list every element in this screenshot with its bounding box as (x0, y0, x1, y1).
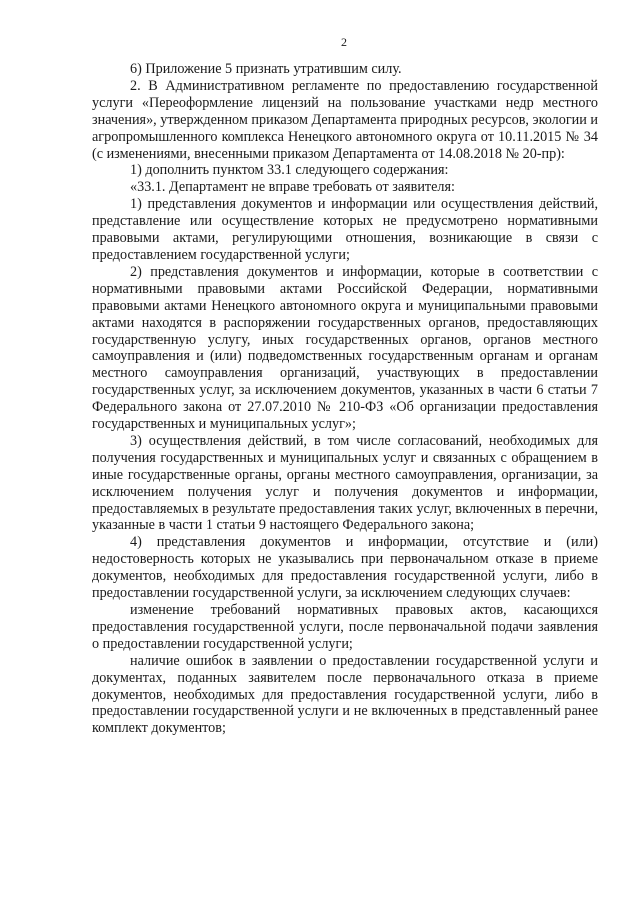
paragraph-clause-33-1-item-2: 2) представления документов и информации, которые в соответствии с нормативными правовыми актами Российской Федерации, нормативными правовыми актами Ненецкого автономного округа и муниципальными правовыми актами находятся в распоряжении государственных органов, предоставляющих государственную услугу, иных государственных органов, органов местного самоуправления и (или) подведомственных государственным органам и органам местного самоуправления организаций, участвующих в предоставлении государственных услуг, за исключением документов, указанных в части 6 статьи 7 Федерального закона от 27.07.2010 № 210-ФЗ «Об организации предоставления государственных и муниципальных услуг»; (92, 263, 598, 433)
paragraph-section-2-intro: 2. В Административном регламенте по предоставлению государственной услуги «Переоформление лицензий на пользование участками недр местного значения», утвержденном приказом Департамента природных ресурсов, экологии и агропромышленного комплекса Ненецкого автономного округа от 10.11.2015 № 34 (с изменениями, внесенными приказом Департамента от 14.08.2018 № 20-пр): (92, 77, 598, 162)
page-number: 2 (341, 35, 347, 49)
paragraph-exception-case-2: наличие ошибок в заявлении о предоставлении государственной услуги и документах, поданных заявителем после первоначального отказа в приеме документов, необходимых для предоставления государственной услуги, либо в предоставлении государственной услуги и не включенных в представленный ранее комплект документов; (92, 652, 598, 737)
document-page (92, 34, 598, 737)
paragraph-exception-case-1: изменение требований нормативных правовых актов, касающихся предоставления государственной услуги, после первоначальной подачи заявления о предоставлении государственной услуги; (92, 602, 598, 652)
paragraph-item-6-repeal: 6) Приложение 5 признать утратившим силу. (130, 61, 402, 77)
paragraph-clause-33-1-item-4: 4) представления документов и информации, отсутствие и (или) недостоверность которых не указывались при первоначальном отказе в приеме документов, необходимых для предоставления государственной услуги, либо в предоставлении государственной услуги, за исключением следующих случаев: (92, 534, 598, 602)
paragraph-clause-33-1-item-1: 1) представления документов и информации или осуществления действий, представление или осуществление которых не предусмотрено нормативными правовыми актами, регулирующими отношения, возникающие в связи с предоставлением государственной услуги; (92, 196, 598, 263)
paragraph-clause-33-1-heading: «33.1. Департамент не вправе требовать от заявителя: (130, 179, 455, 196)
paragraph-subitem-1-add-clause: 1) дополнить пунктом 33.1 следующего содержания: (130, 162, 449, 179)
paragraph-clause-33-1-item-3: 3) осуществления действий, в том числе согласований, необходимых для получения государственных и муниципальных услуг и связанных с обращением в иные государственные органы, органы местного самоуправления, организации, за исключением получения услуг и получения документов и информации, предоставляемых в результате предоставления таких услуг, включенных в перечни, указанные в части 1 статьи 9 настоящего Федерального закона; (92, 432, 598, 534)
